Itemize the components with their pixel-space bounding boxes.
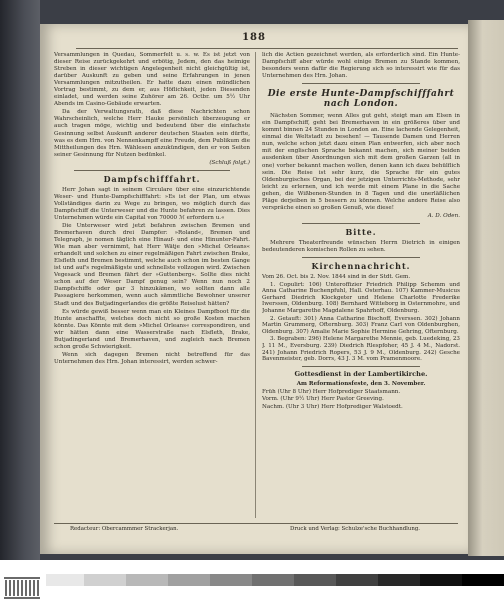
section-divider xyxy=(302,83,420,84)
paragraph: Versammlungen in Quedau, Sommerfelt u. s. w. Es ist jetzt von dieser Reise zurückgekehrt und erbötig, Jedem, den das heimige Streben in dieser wichtigen Angelegenheit nicht gleichgültig ist, darüber Auskunft zu geben und seine Erfahrungen in jenen Versammlungen mitzutheilen. Er hatte dazu einen mündlichen Vortrag bestimmt, zu dem er, aus Höflichkeit, jeden Diesenden einladet, und werden seine Zuhörer am 26. Octbr. um 5½ Uhr Abends im Casino-Gebäude erwarten. xyxy=(54,52,250,108)
paragraph: Vom 26. Oct. bis 2. Nov. 1844 sind in der Stdt. Gem. xyxy=(262,273,411,280)
color-calibration-strip xyxy=(0,574,504,586)
continuation-note: (Schluß folgt.) xyxy=(209,159,250,166)
section-divider xyxy=(302,257,420,258)
page-number: 188 xyxy=(242,32,266,43)
section-heading: Kirchennachricht. xyxy=(311,260,411,271)
section-heading: Gottesdienst in der Lambertikirche. xyxy=(294,369,428,378)
header-rule xyxy=(76,48,458,49)
paragraph: Herr Johan sagt in seinem Circulare über eine einzurichtende Weser- und Hunte-Dampfschifffahrt: »Es ist der Plan, um etwas Vollständiges darin zu Wege zu bringen, wo möglich durch das Dampfschiff die Unterweser und die Hunte befahren zu lassen. Dies Unternehmen würde ein Capital von 70000 ℳ erfordern u.« xyxy=(54,186,250,221)
right-column xyxy=(262,52,460,522)
paragraph: Nächsten Sommer, wenn Alles gut geht, steigt man am Elsen in ein Dampfschiff, geht bei Bremerhaven in ein größeres über und kommt binnen 24 Stunden in London an. Eine lachende Gelegenheit, einmal die Weltstadt zu besehen! — Tausende Damen und Herren nun, welche schon jetzt dazu einen Plan entwerfen, sich aber noch mit der englischen Sprache bekannt machen, sich meiner beiden ausdenken über Anordnungen sich mit dem großen Garzen (all in one) vorher bekannt machen wollen, denen kann ich dazu behülflich sein. Die Reise ist sehr kurz, die Sprache für ein gutes Oldenburgisches Organ, bei der jetzigen Unterrichts-Methode, sehr leicht zu erlernen, und ich werde mit einem Plane in die Sache gehen, die Wißbenen-Stunden in 8 Tagen und die unerläßlichen Pläge derjeiben in 5 bessern zu können. Welche andere Reise also verspräche einen so großen Genuß, wie diese! xyxy=(262,113,460,211)
library-logo-icon xyxy=(2,574,46,602)
left-column xyxy=(54,52,250,522)
library-logo xyxy=(2,574,46,602)
footer-editor: Redacteur: Obercammmer Strackerjan. xyxy=(70,526,179,532)
list-item: Früh (Uhr 8 Uhr) Herr Hofprediger Staatsmann. xyxy=(262,388,401,395)
section-heading: Dampfschifffahrt. xyxy=(103,173,201,184)
list-item: 3. Begraben: 296) Helene Margarethe Mennie, geb. Luedeking, 23 J. 11 M., Eversburg. 239) Diedrich Rlespfoher, 45 J. 4 M., Nadorst. 241) Johann Friedrich Ropers, 53 J. 9 M., Oldenburg. 242) Gesche Bavenmeister, geb. Dorrs, 43 J. 3 M. vom Pramenmoore. xyxy=(262,336,460,363)
list-item: Vorm. (Uhr 9½ Uhr) Herr Pastor Greeving. xyxy=(262,396,384,403)
list-item: 2. Getauft: 301) Anna Catharine Bischoff, Everssen. 302) Johann Martin Grummerg, Ofternburg. 303) Franz Carl von Oldenburghen, Oldenburg. 307) Amalie Marie Sophie Hermine Gehring, Ofternburg. xyxy=(262,315,460,335)
paragraph: Wenn sich dagegen Bremen nicht betreffend für das Unternehmen des Hrn. Johan interessirt, werden schwer- xyxy=(54,351,250,365)
section-divider xyxy=(74,170,230,171)
section-divider xyxy=(302,223,420,224)
section-divider xyxy=(302,366,420,367)
page-edge xyxy=(468,20,504,556)
newspaper-page xyxy=(40,24,468,554)
paragraph: Da der Verwaltungsrath, daß diese Nachrichten schon Wahrscheinlich, welche Herr Hauke persönlich überzeugung er auch tragen möge, wichtig und bedeutend über die einfachste Gesinnung selbst Auskunft anderer deutschen Staaten sein dürfte, was es dem Hrn. von Nennenkampff eine Freude, dem Publikum die Mittheilungen des Hrn. Wählesen anzukündigen, den er von Seiten seiner Gesinnung für Nutzen bedünkel. xyxy=(54,109,250,158)
list-item: 1. Copulirt: 106) Unteroffizier Friedrich Philipp Schemm und Anna Catharine Buchenpfuhl, Hall. Osterhau. 107) Kammer-Musicus Gerhard Diedrich Klockgeter und Helene Charlotte Frederike Iwerssen, Oldenburg. 108) Bernhard Witteborg in Osternmohre, und Johanne Margarethe Magdalene Spahrhoff, Oldenburg. xyxy=(262,281,460,314)
book-binding xyxy=(0,0,40,560)
paragraph: Die Unterweser wird jetzt befahren zwischen Bremen und Bremerhaven durch drei Dampfer: »Roland«, Bremen und Telegraph, je nomen täglich eine Hinauf- und eine Hinunter-Fahrt. Wie man aber vernimmt, hat Herr Wätje den »Michel Orleans« erhandelt und solchen zu einer regelmäßigen Fahrt zwischen Brake, Elsfleth und Bremen bestimmt, welche auch schon im besten Gange ist und auf's regelmäßigste und schnellste vollzogen wird. Zwischen Vegesack und Bremen fährt der »Guttenberg«. Sollte dies nicht schon auf der Weser Dampf genug sein? Wenn nun noch 2 Dampfschiffe oder gar 3 hinzukämen, wo sollten dann alle Passagiere herkommen, wenn auch sämmtliche Bewohner unserer Stadt und des Butjadingerlandes die größte Reiselust hätten? xyxy=(54,222,250,307)
section-heading: Die erste Hunte-Dampfschifffahrt nach London. xyxy=(267,89,455,110)
section-heading: Bitte. xyxy=(345,226,377,237)
paragraph: Es würde gewiß besser wenn man ein Kleines Dampfboot für die Hunte anschaffte, welches doch nicht so große Kosten machen könnte. Das Könnte mit dem »Michel Orleans« correspondiren, und wir hätten dann eine Wasserstraße nach Elsfleth, Brake, Butjadingerland und Bremerhaven, und zugleich nach Bremen schon große Schwierigkeit. xyxy=(54,308,250,350)
footer-rule xyxy=(54,523,458,524)
signature: A. D. Oden. xyxy=(427,212,460,219)
paragraph: Mehrere Theaterfreunde wünschen Herrn Dietrich in einigen bedeutenderen komischen Rollen zu sehen. xyxy=(262,239,460,253)
list-item: Nachm. (Uhr 3 Uhr) Herr Hofprediger Walstoedt. xyxy=(262,403,403,410)
column-divider xyxy=(255,52,256,518)
paragraph: lich die Actien gezeichnet werden, als erforderlich sind. Ein Hunte-Dampfschiff aber würde wohl einige Bremen zu Stande kommen, besonders wenn dafür die Regierung sich so interessirt wie für das Unternehmen des Hrn. Johan. xyxy=(262,52,460,80)
paragraph: Am Reformationsfeste, den 3. November. xyxy=(296,381,426,388)
footer-publisher: Druck und Verlag: Schulze'sche Buchhandlung. xyxy=(290,526,420,532)
